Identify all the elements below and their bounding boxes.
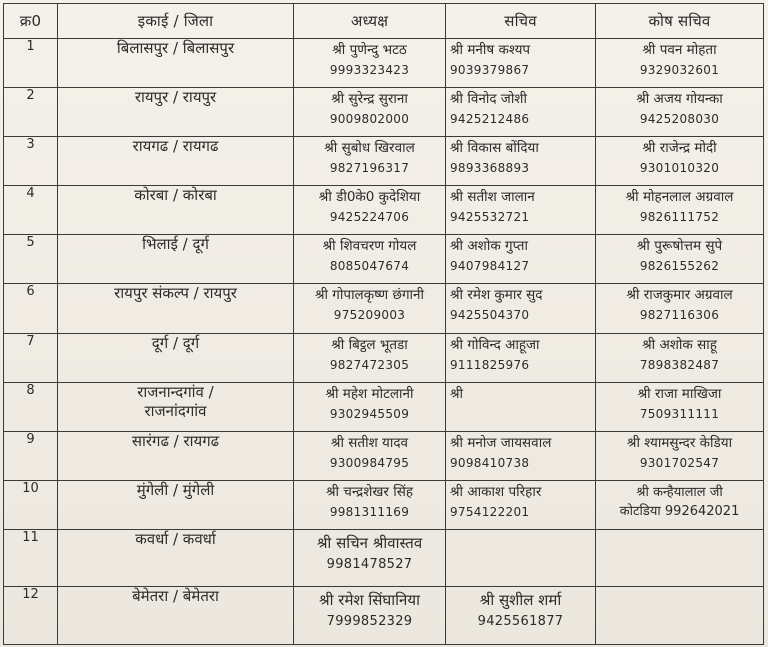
secretary-phone: 9111825976	[450, 357, 530, 372]
president-name: श्री गोपालकृष्ण छंगानी	[314, 287, 425, 304]
treasurer-name: श्री राजेन्द्र मोदी	[642, 140, 717, 157]
header-president: अध्यक्ष	[294, 4, 446, 39]
secretary-cell	[446, 382, 596, 431]
secretary-cell	[446, 529, 596, 586]
secretary-cell	[446, 186, 596, 235]
table-row	[4, 480, 764, 529]
table-row	[4, 587, 764, 645]
treasurer-cell	[596, 480, 764, 529]
unit-line-2: राजनांदगांव	[144, 401, 207, 420]
treasurer-name: श्री पवन मोहता	[642, 42, 717, 58]
treasurer-phone: 9425208030	[639, 112, 720, 127]
secretary-cell	[446, 137, 596, 186]
secretary-phone: 9754122201	[450, 504, 530, 519]
treasurer-cell	[596, 88, 764, 137]
treasurer-phone: 7509311111	[639, 406, 720, 421]
president-phone: 9981311169	[329, 504, 410, 519]
president-name: श्री सतीश यादव	[330, 434, 409, 451]
president-cell	[294, 333, 446, 382]
treasurer-cell	[596, 235, 764, 284]
serial-cell: 6	[4, 284, 58, 333]
treasurer-name: श्री पुरूषोत्तम सुपे	[636, 238, 723, 255]
serial-cell: 11	[4, 529, 58, 586]
president-name: श्री सचिन श्रीवास्तव	[316, 533, 423, 552]
table-row	[4, 382, 764, 431]
president-phone: 975209003	[333, 308, 406, 323]
table-row	[4, 284, 764, 333]
president-phone: 9302945509	[329, 406, 410, 421]
president-name: श्री बिट्ठल भूतडा	[331, 336, 408, 353]
president-cell	[294, 480, 446, 529]
office-bearers-table	[3, 3, 764, 645]
secretary-phone: 9425532721	[450, 210, 530, 225]
treasurer-name: श्री अशोक साहू	[642, 336, 717, 353]
treasurer-name: श्री अजय गोयन्का	[636, 91, 723, 108]
treasurer-cell	[596, 382, 764, 431]
treasurer-cell	[596, 284, 764, 333]
header-unit: इकाई / जिला	[58, 4, 294, 39]
secretary-phone: 9407984127	[450, 259, 530, 274]
president-cell	[294, 88, 446, 137]
table-row	[4, 88, 764, 137]
table-row	[4, 186, 764, 235]
secretary-cell	[446, 480, 596, 529]
president-phone: 9009802000	[329, 112, 410, 127]
treasurer-phone: 9329032601	[639, 63, 720, 77]
unit-cell: मुंगेली / मुंगेली	[58, 480, 294, 529]
unit-cell: सारंगढ / रायगढ	[58, 431, 294, 480]
treasurer-line-1: श्री कन्हैयालाल जी	[636, 484, 723, 500]
unit-cell: बिलासपुर / बिलासपुर	[58, 39, 294, 88]
treasurer-name: श्री श्यामसुन्दर केडिया	[626, 434, 733, 451]
header-secretary: सचिव	[446, 4, 596, 39]
president-name: श्री रमेश सिंघानिया	[319, 591, 420, 610]
president-cell	[294, 186, 446, 235]
serial-cell: 3	[4, 137, 58, 186]
secretary-cell	[446, 284, 596, 333]
secretary-name: श्री आकाश परिहार	[450, 483, 542, 500]
president-phone: 7999852329	[326, 614, 413, 630]
unit-cell: कवर्धा / कवर्धा	[58, 529, 294, 586]
secretary-name: श्री मनीष कश्यप	[450, 42, 531, 58]
secretary-cell	[446, 333, 596, 382]
secretary-name: श्री विनोद जोशी	[450, 91, 527, 108]
secretary-phone: 9425212486	[450, 112, 530, 127]
president-name: श्री पुणेन्दु भटठ	[332, 42, 407, 58]
serial-cell: 5	[4, 235, 58, 284]
serial-cell: 7	[4, 333, 58, 382]
table-row	[4, 333, 764, 382]
serial-cell: 10	[4, 480, 58, 529]
president-name: श्री महेश मोटलानी	[325, 385, 414, 402]
unit-cell: कोरबा / कोरबा	[58, 186, 294, 235]
president-cell	[294, 382, 446, 431]
header-row	[4, 4, 764, 39]
secretary-phone: 9039379867	[450, 63, 530, 77]
serial-cell: 4	[4, 186, 58, 235]
treasurer-cell	[596, 333, 764, 382]
secretary-cell	[446, 39, 596, 88]
president-name: श्री सुबोध खिरवाल	[324, 140, 415, 157]
table-row	[4, 137, 764, 186]
treasurer-cell	[596, 39, 764, 88]
secretary-name: श्री मनोज जायसवाल	[450, 434, 552, 451]
president-cell	[294, 137, 446, 186]
serial-cell: 9	[4, 431, 58, 480]
president-cell	[294, 587, 446, 645]
treasurer-phone: 9301702547	[639, 455, 720, 470]
president-cell	[294, 431, 446, 480]
unit-line-1: राजनान्दगांव /	[137, 382, 214, 401]
header-treasurer: कोष सचिव	[596, 4, 764, 39]
serial-cell: 8	[4, 382, 58, 431]
president-cell	[294, 529, 446, 586]
secretary-name: श्री सतीश जालान	[450, 189, 535, 206]
secretary-name: श्री अशोक गुप्ता	[450, 238, 528, 255]
unit-cell: रायपुर संकल्प / रायपुर	[58, 284, 294, 333]
president-name: श्री सुरेन्द्र सुराना	[331, 91, 408, 108]
unit-cell: रायपुर / रायपुर	[58, 88, 294, 137]
treasurer-name: श्री मोहनलाल अग्रवाल	[625, 189, 734, 206]
secretary-name: श्री रमेश कुमार सुद	[450, 287, 543, 304]
president-cell	[294, 235, 446, 284]
table-row	[4, 39, 764, 88]
secretary-name: श्री सुशील शर्मा	[479, 591, 562, 610]
treasurer-cell	[596, 529, 764, 586]
president-phone: 8085047674	[329, 259, 410, 274]
table-row	[4, 529, 764, 586]
secretary-cell	[446, 587, 596, 645]
secretary-cell	[446, 431, 596, 480]
unit-cell: बेमेतरा / बेमेतरा	[58, 587, 294, 645]
secretary-name: श्री गोविन्द आहूजा	[450, 336, 540, 353]
secretary-phone: 9893368893	[450, 161, 530, 176]
treasurer-cell	[596, 186, 764, 235]
president-phone: 9300984795	[329, 455, 410, 470]
treasurer-cell	[596, 431, 764, 480]
secretary-name: श्री विकास बोंदिया	[450, 140, 539, 157]
unit-cell: भिलाई / दूर्ग	[58, 235, 294, 284]
president-phone: 9993323423	[329, 63, 410, 77]
president-phone: 9425224706	[329, 210, 410, 225]
unit-cell: रायगढ / रायगढ	[58, 137, 294, 186]
serial-cell: 1	[4, 39, 58, 88]
president-phone: 9827196317	[329, 161, 410, 176]
secretary-phone: 9098410738	[450, 455, 530, 470]
president-name: श्री डी0के0 कुदेशिया	[318, 189, 421, 206]
table-row	[4, 431, 764, 480]
secretary-cell	[446, 235, 596, 284]
table-row	[4, 235, 764, 284]
treasurer-cell	[596, 587, 764, 645]
president-name: श्री शिवचरण गोयल	[322, 238, 417, 255]
treasurer-phone: 9826111752	[639, 210, 720, 225]
unit-cell	[58, 382, 294, 431]
president-phone: 9827472305	[329, 357, 410, 372]
serial-cell: 2	[4, 88, 58, 137]
president-cell	[294, 39, 446, 88]
treasurer-phone: 9826155262	[639, 259, 720, 274]
treasurer-phone: 7898382487	[639, 357, 720, 372]
treasurer-phone: 9827116306	[639, 308, 720, 323]
secretary-name: श्री	[450, 385, 464, 402]
unit-cell: दूर्ग / दूर्ग	[58, 333, 294, 382]
treasurer-name: श्री राजकुमार अग्रवाल	[626, 287, 733, 304]
secretary-cell	[446, 88, 596, 137]
header-serial: क्र0	[4, 4, 58, 39]
president-phone: 9981478527	[326, 556, 413, 572]
serial-cell: 12	[4, 587, 58, 645]
treasurer-phone: 9301010320	[639, 161, 720, 176]
treasurer-line-2: कोटडिया 992642021	[619, 503, 740, 519]
treasurer-cell	[596, 137, 764, 186]
secretary-phone: 9425561877	[477, 614, 564, 630]
president-cell	[294, 284, 446, 333]
president-name: श्री चन्द्रशेखर सिंह	[325, 483, 414, 500]
treasurer-name: श्री राजा माखिजा	[637, 385, 722, 402]
secretary-phone: 9425504370	[450, 308, 530, 323]
